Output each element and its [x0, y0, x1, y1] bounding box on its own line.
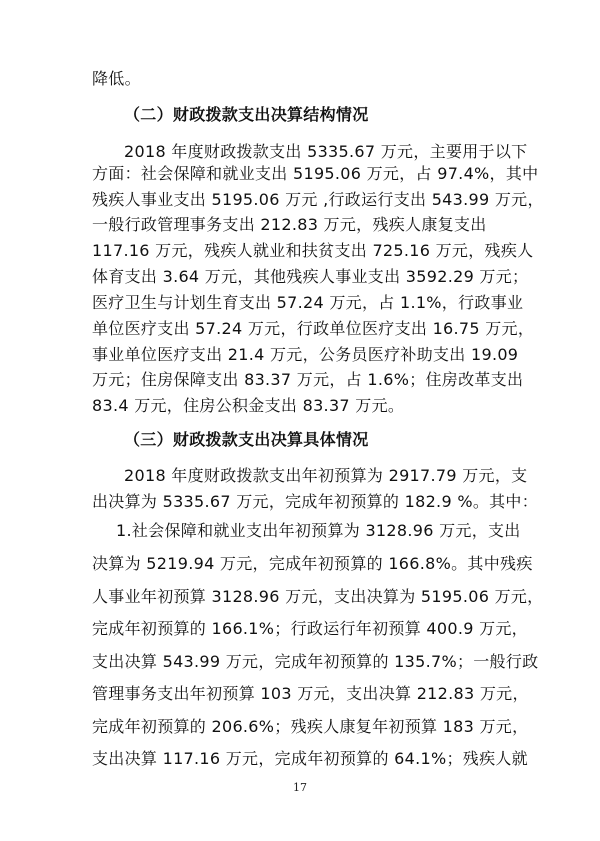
paragraph-line: 一般行政管理事务支出 212.83 万元，残疾人康复支出: [92, 215, 487, 234]
paragraph-line: 决算为 5219.94 万元，完成年初预算的 166.8%。其中残疾: [92, 554, 533, 573]
paragraph-line: 完成年初预算的 166.1%；行政运行年初预算 400.9 万元，: [92, 619, 528, 638]
paragraph-line: 事业单位医疗支出 21.4 万元，公务员医疗补助支出 19.09: [92, 345, 519, 364]
paragraph-line: 完成年初预算的 206.6%；残疾人康复年初预算 183 万元，: [92, 717, 529, 736]
paragraph-line: 83.4 万元，住房公积金支出 83.37 万元。: [92, 396, 405, 415]
paragraph-line: 1.社会保障和就业支出年初预算为 3128.96 万元，支出: [116, 521, 521, 540]
section-heading-3: （三）财政拨款支出决算具体情况: [124, 430, 369, 449]
page-number: 17: [293, 781, 307, 794]
paragraph-line: 方面：社会保障和就业支出 5195.06 万元，占 97.4%，其中: [92, 164, 539, 183]
paragraph-line: 人事业年初预算 3128.96 万元，支出决算为 5195.06 万元，: [92, 587, 544, 606]
paragraph-line: 出决算为 5335.67 万元，完成年初预算的 182.9 %。其中：: [92, 492, 539, 511]
paragraph-line: 2018 年度财政拨款支出 5335.67 万元，主要用于以下: [124, 142, 528, 161]
paragraph-line: 体育支出 3.64 万元，其他残疾人事业支出 3592.29 万元；: [92, 267, 529, 286]
paragraph-line: 管理事务支出年初预算 103 万元，支出决算 212.83 万元，: [92, 684, 529, 703]
paragraph-line: 残疾人事业支出 5195.06 万元 ,行政运行支出 543.99 万元，: [92, 190, 544, 209]
paragraph-line: 单位医疗支出 57.24 万元，行政单位医疗支出 16.75 万元，: [92, 319, 535, 338]
text-line-continuation: 降低。: [92, 69, 141, 88]
paragraph-line: 医疗卫生与计划生育支出 57.24 万元，占 1.1%，行政事业: [92, 293, 524, 312]
paragraph-line: 2018 年度财政拨款支出年初预算为 2917.79 万元，支: [124, 466, 528, 485]
paragraph-line: 117.16 万元，残疾人就业和扶贫支出 725.16 万元，残疾人: [92, 241, 534, 260]
section-heading-2: （二）财政拨款支出决算结构情况: [124, 105, 369, 124]
paragraph-line: 万元；住房保障支出 83.37 万元，占 1.6%；住房改革支出: [92, 370, 524, 389]
paragraph-line: 支出决算 543.99 万元，完成年初预算的 135.7%；一般行政: [92, 652, 539, 671]
paragraph-line: 支出决算 117.16 万元，完成年初预算的 64.1%；残疾人就: [92, 749, 528, 768]
